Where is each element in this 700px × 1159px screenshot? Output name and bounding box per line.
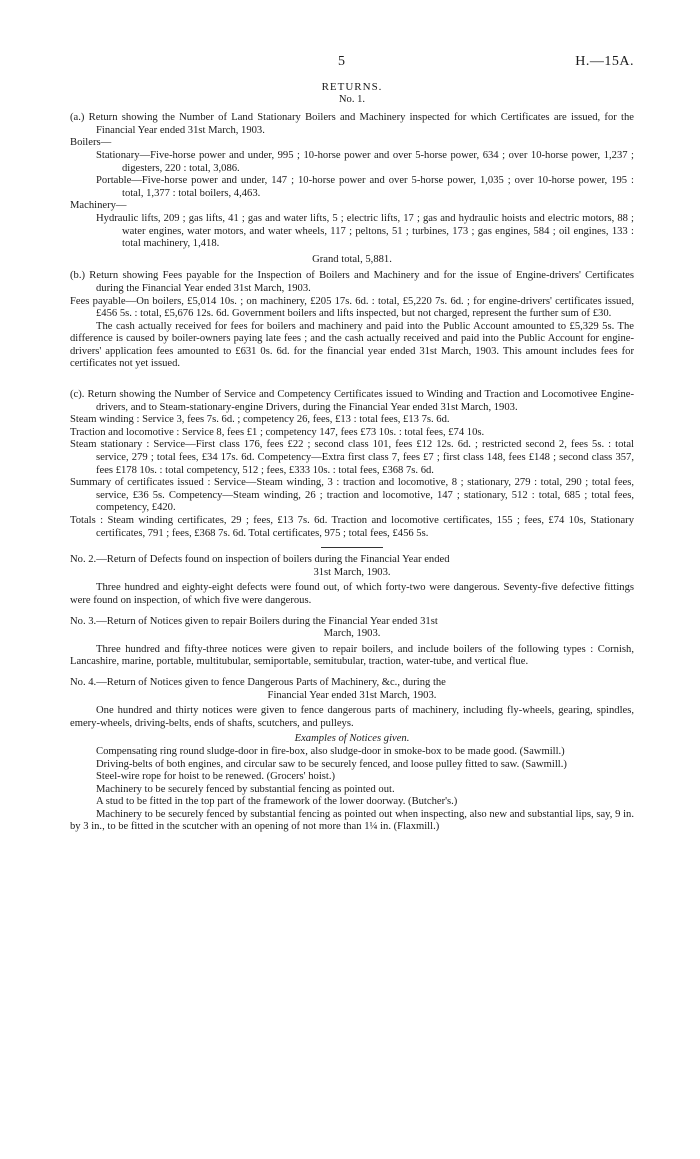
steam-stationary: Steam stationary : Service—First class 176, fees £22 ; second class 101, fees £12 12s. 6d. ; restricted second 2, fees 5s. : total service, 279 ; total fees, £34 17s. 6d. Competency—Extra first class 7, fees £7 ; first class 148, fees £148 ; second class 357, fees £178 10s. : total competency, 512 ; fees, £333 10s. : total fees, £368 7s. 6d. [70,439,634,476]
grand-total: Grand total, 5,881. [312,253,392,265]
document-page [70,56,634,834]
traction-locomotive: Traction and locomotive : Service 8, fees £1 ; competency 147, fees £73 10s. : total fees, £74 10s. [70,426,485,438]
example-item: Machinery to be securely fenced by substantial fencing as pointed out. [96,783,395,795]
hydraulic-machinery: Hydraulic lifts, 209 ; gas lifts, 41 ; gas and water lifts, 5 ; electric lifts, 17 ; gas and hydraulic hoists and electric motors, 88 ; water engines, water motors, and water wheels, 117 ; peltons, 51 ; turbines, 173 ; gas engines, 584 ; oil engines, 133 : total machinery, 1,418. [96,212,634,250]
no3-heading-line2: March, 1903. [323,628,381,640]
example-item: Compensating ring round sludge-door in fire-box, also sludge-door in smoke-box to be made good. (Sawmill.) [96,745,565,757]
machinery-label: Machinery— [70,200,127,212]
example-item: A stud to be fitted in the top part of the framework of the lower doorway. (Butcher's.) [96,796,458,808]
no1-label: No. 1. [338,93,366,105]
no2-body: Three hundred and eighty-eight defects were found out, of which forty-two were dangerous. Seventy-five defective fittings were found on inspection, of which five were dangerous. [70,582,634,606]
example-item: Machinery to be securely fenced by substantial fencing as pointed out when inspecting, also new and substantial lips, say, 9 in. by 3 in., to be fitted in the scutcher with an opening of not more than 1¼ in. (Flaxmill.) [70,808,634,833]
no3-heading-line1: No. 3.—Return of Notices given to repair Boilers during the Financial Year ended 31st [70,615,438,627]
section-a-heading: (a.) Return showing the Number of Land Stationary Boilers and Machinery inspected for which Certificates are issued, for the Financial Year ended 31st March, 1903. [70,112,634,136]
examples-title: Examples of Notices given. [294,733,410,745]
portable-boilers: Portable—Five-horse power and under, 147 ; 10-horse power and over 5-horse power, 1,035 ; over 10-horse power, 195 : total, 1,377 : total boilers, 4,463. [96,175,634,199]
certificates-totals: Totals : Steam winding certificates, 29 ; fees, £13 7s. 6d. Traction and locomotive certificates, 155 ; fees, £74 10s, Stationary certificates, 791 ; fees, £368 7s. 6d. Total certificates, 975 ; total fees, £456 5s. [70,515,634,539]
cash-received: The cash actually received for fees for boilers and machinery and paid into the Public Account amounted to £5,329 5s. The difference is caused by boiler-owners paying late fees ; and the cash actually received and paid into the Public Account for engine-drivers' application fees amounted to £631 0s. 6d. for the financial year ended 31st March, 1903. This amount includes fees for certificates not yet issued. [70,320,634,370]
section-divider [321,547,383,548]
returns-title: RETURNS. [321,81,383,93]
no3-body: Three hundred and fifty-three notices were given to repair boilers, and include boilers of the following types : Cornish, Lancashire, marine, portable, multitubular, semiportable, semitubular, traction, water-tube, and vertical flue. [70,643,634,668]
certificates-summary: Summary of certificates issued : Service—Steam winding, 3 : traction and locomotive, 8 ; stationary, 279 : total, 290 ; total fees, service, £36 5s. Competency—Steam winding, 26 ; traction and locomotive, 147 ; stationary, 512 : total, 685 ; total fees, competency, £420. [70,477,634,514]
no4-body: One hundred and thirty notices were given to fence dangerous parts of machinery, including fly-wheels, gearing, spindles, emery-wheels, driving-belts, ends of shafts, scutchers, and pulleys. [70,705,634,729]
no2-heading-line1: No. 2.—Return of Defects found on inspection of boilers during the Financial Year ended [70,554,450,566]
section-c-heading: (c). Return showing the Number of Service and Competency Certificates issued to Winding and Traction and Locomotivee Engine-drivers, and to Steam-stationary-engine Drivers, during the Financial Year ended 31st March, 1903. [70,389,634,413]
example-item: Driving-belts of both engines, and circular saw to be securely fenced, and loose pulley fitted to saw. (Sawmill.) [96,758,567,770]
boilers-label: Boilers— [70,137,112,149]
steam-winding: Steam winding : Service 3, fees 7s. 6d. ; competency 26, fees, £13 : total fees, £13 7s. 6d. [70,414,450,426]
stationary-boilers: Stationary—Five-horse power and under, 995 ; 10-horse power and over 5-horse power, 634 ; over 10-horse power, 1,237 ; digesters, 220 : total, 3,086. [96,149,634,174]
page-header [70,56,634,78]
page-number: 5 [338,54,345,69]
fees-payable: Fees payable—On boilers, £5,014 10s. ; on machinery, £205 17s. 6d. : total, £5,220 7s. 6d. ; for engine-drivers' certificates issued, £456 5s. : total, £5,676 12s. 6d. Government boilers and lifts inspected, but not charged, represent the further sum of £30. [70,295,634,320]
section-b-heading: (b.) Return showing Fees payable for the Inspection of Boilers and Machinery and for the issue of Engine-drivers' Certificates during the Financial Year ended 31st March, 1903. [70,270,634,294]
no2-heading-line2: 31st March, 1903. [313,566,391,578]
no4-heading-line1: No. 4.—Return of Notices given to fence Dangerous Parts of Machinery, &c., during the [70,676,446,688]
example-item: Steel-wire rope for hoist to be renewed. (Grocers' hoist.) [96,771,336,783]
no4-heading-line2: Financial Year ended 31st March, 1903. [267,689,437,701]
page-reference: H.—15A. [575,54,634,69]
